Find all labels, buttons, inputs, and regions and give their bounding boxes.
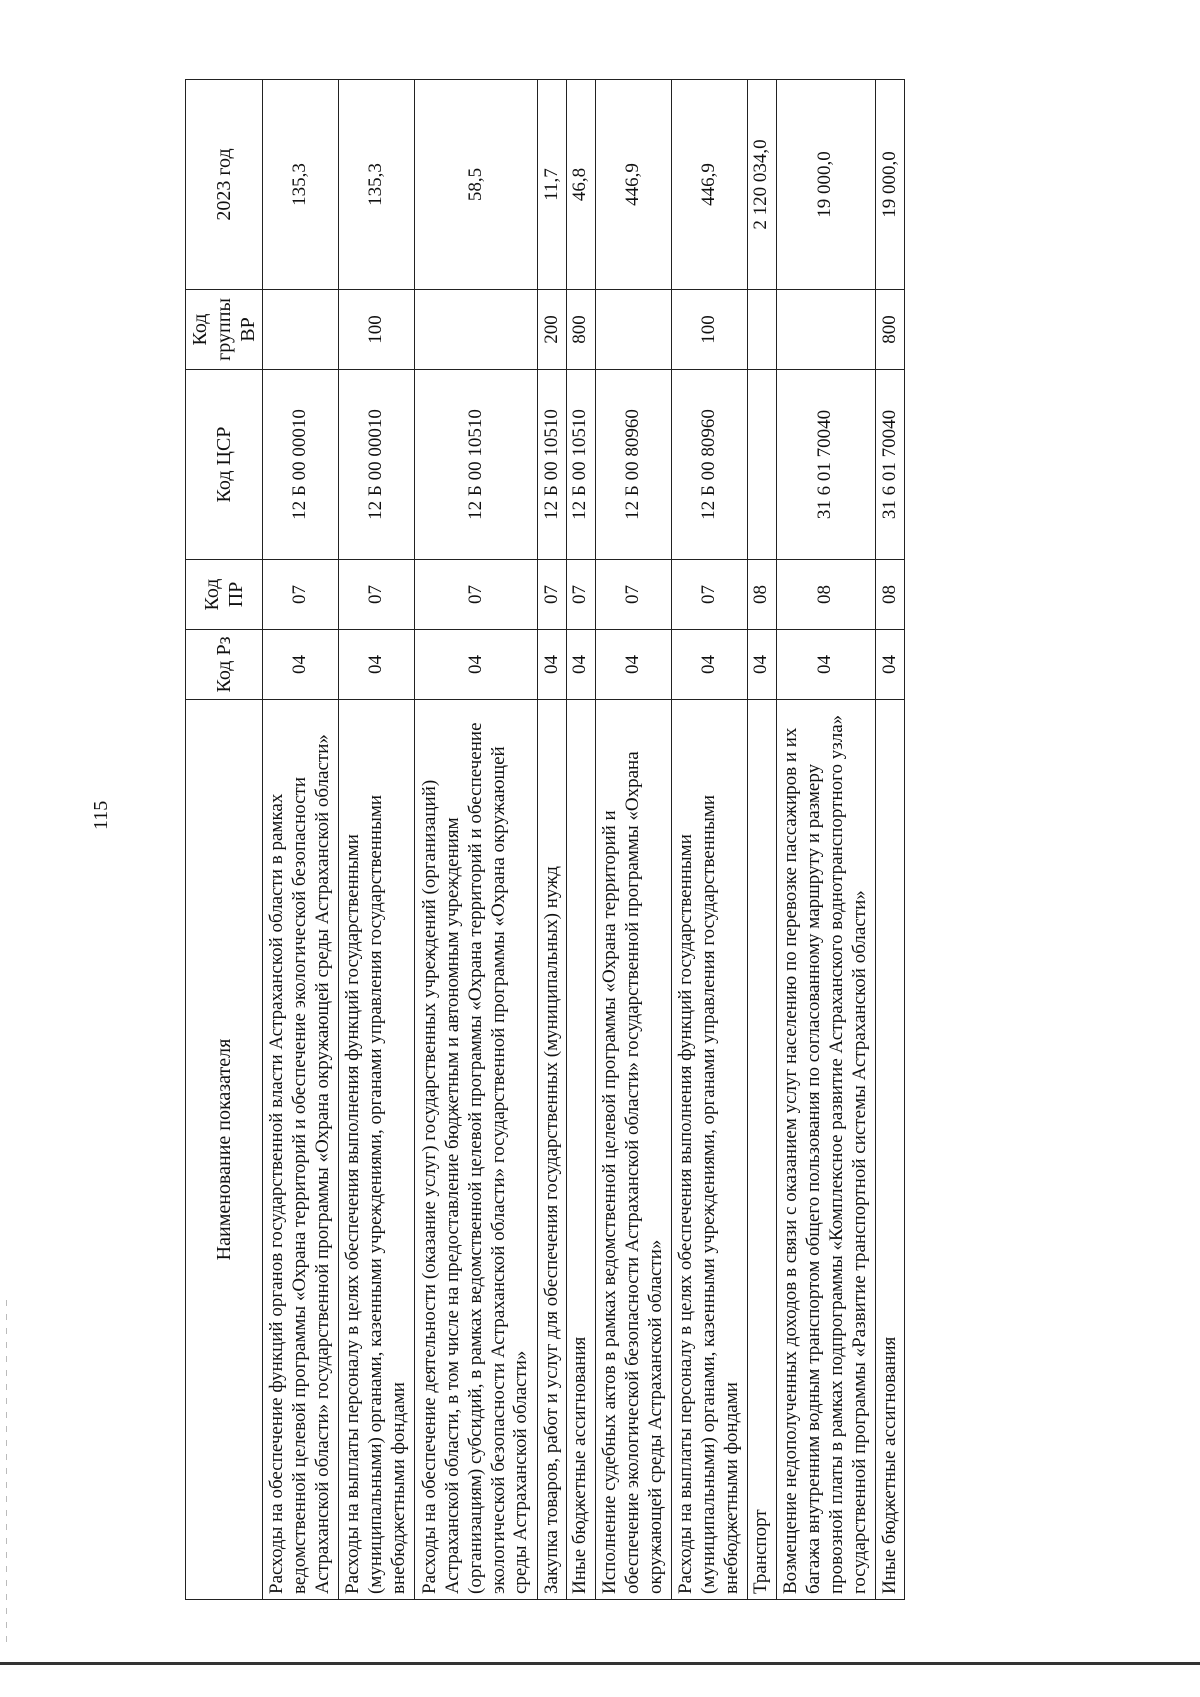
row-csr: 12 Б 00 10510 xyxy=(415,370,538,560)
row-csr: 12 Б 00 10510 xyxy=(567,370,596,560)
row-name: Транспорт xyxy=(747,700,776,1600)
row-csr: 12 Б 00 80960 xyxy=(671,370,747,560)
row-amount: 135,3 xyxy=(263,80,339,290)
row-name: Расходы на выплаты персоналу в целях обеспечения выполнения функций государственными (муниципальными) органами, казенными учреждениями, органами управления государственными внебюджетными фондами xyxy=(671,700,747,1600)
row-rz: 04 xyxy=(595,630,671,700)
row-rz: 04 xyxy=(671,630,747,700)
page-number: 115 xyxy=(90,800,112,830)
row-name: Иные бюджетные ассигнования xyxy=(876,700,905,1600)
row-pr: 08 xyxy=(747,560,776,630)
row-pr: 07 xyxy=(263,560,339,630)
table-row xyxy=(776,80,876,1600)
table-row xyxy=(538,80,567,1600)
row-name: Расходы на обеспечение деятельности (оказание услуг) государственных учреждений (организаций) Астраханской области, в том числе на предоставление бюджетным и автономным учреждениям (организациям) субсидий, в рамках ведомственной целевой программы «Охрана территорий и обеспечение экологической безопасности Астраханской области» государственной программы «Охрана окружающей среды Астраханской области» xyxy=(415,700,538,1600)
row-pr: 08 xyxy=(776,560,876,630)
row-rz: 04 xyxy=(876,630,905,700)
row-rz: 04 xyxy=(776,630,876,700)
row-csr: 12 Б 00 00010 xyxy=(339,370,415,560)
table-row xyxy=(671,80,747,1600)
row-pr: 07 xyxy=(567,560,596,630)
header-vr: Код группы ВР xyxy=(186,290,263,370)
budget-table xyxy=(185,79,905,1600)
row-amount: 135,3 xyxy=(339,80,415,290)
row-pr: 07 xyxy=(595,560,671,630)
row-csr: 31 6 01 70040 xyxy=(876,370,905,560)
row-name: Иные бюджетные ассигнования xyxy=(567,700,596,1600)
row-csr: 12 Б 00 80960 xyxy=(595,370,671,560)
row-rz: 04 xyxy=(567,630,596,700)
row-rz: 04 xyxy=(747,630,776,700)
row-pr: 07 xyxy=(415,560,538,630)
row-amount: 58,5 xyxy=(415,80,538,290)
header-csr: Код ЦСР xyxy=(186,370,263,560)
row-vr xyxy=(776,290,876,370)
scan-edge-artifact xyxy=(6,1300,7,1650)
row-rz: 04 xyxy=(538,630,567,700)
row-csr: 31 6 01 70040 xyxy=(776,370,876,560)
row-amount: 19 000,0 xyxy=(776,80,876,290)
table-header-row xyxy=(186,80,263,1600)
row-rz: 04 xyxy=(415,630,538,700)
row-vr: 100 xyxy=(339,290,415,370)
row-csr: 12 Б 00 00010 xyxy=(263,370,339,560)
header-name: Наименование показателя xyxy=(186,700,263,1600)
row-vr: 200 xyxy=(538,290,567,370)
row-vr: 100 xyxy=(671,290,747,370)
row-amount: 446,9 xyxy=(671,80,747,290)
row-name: Закупка товаров, работ и услуг для обеспечения государственных (муниципальных) нужд xyxy=(538,700,567,1600)
table-row xyxy=(415,80,538,1600)
row-vr xyxy=(263,290,339,370)
table-row xyxy=(595,80,671,1600)
row-amount: 2 120 034,0 xyxy=(747,80,776,290)
row-pr: 07 xyxy=(538,560,567,630)
row-vr: 800 xyxy=(876,290,905,370)
row-amount: 11,7 xyxy=(538,80,567,290)
scan-bottom-line xyxy=(0,1662,1200,1665)
header-year: 2023 год xyxy=(186,80,263,290)
row-pr: 07 xyxy=(339,560,415,630)
row-csr xyxy=(747,370,776,560)
table-row xyxy=(567,80,596,1600)
rotated-table-container xyxy=(185,80,905,1600)
table-row xyxy=(263,80,339,1600)
row-name: Исполнение судебных актов в рамках ведомственной целевой программы «Охрана территорий и обеспечение экологической безопасности Астраханской области» государственной программы «Охрана окружающей среды Астраханской области» xyxy=(595,700,671,1600)
row-amount: 446,9 xyxy=(595,80,671,290)
row-vr xyxy=(747,290,776,370)
row-name: Расходы на обеспечение функций органов государственной власти Астраханской области в рамках ведомственной целевой программы «Охрана территорий и обеспечение экологической безопасности Астраханской области» государственной программы «Охрана окружающей среды Астраханской области» xyxy=(263,700,339,1600)
row-vr xyxy=(595,290,671,370)
row-rz: 04 xyxy=(263,630,339,700)
row-name: Расходы на выплаты персоналу в целях обеспечения выполнения функций государственными (муниципальными) органами, казенными учреждениями, органами управления государственными внебюджетными фондами xyxy=(339,700,415,1600)
table-row xyxy=(747,80,776,1600)
row-amount: 19 000,0 xyxy=(876,80,905,290)
row-rz: 04 xyxy=(339,630,415,700)
row-pr: 07 xyxy=(671,560,747,630)
row-pr: 08 xyxy=(876,560,905,630)
row-vr xyxy=(415,290,538,370)
row-vr: 800 xyxy=(567,290,596,370)
table-row xyxy=(876,80,905,1600)
header-pr: Код ПР xyxy=(186,560,263,630)
row-amount: 46,8 xyxy=(567,80,596,290)
row-csr: 12 Б 00 10510 xyxy=(538,370,567,560)
header-rz: Код Рз xyxy=(186,630,263,700)
table-row xyxy=(339,80,415,1600)
row-name: Возмещение недополученных доходов в связи с оказанием услуг населению по перевозке пассажиров и их багажа внутренним водным транспортом общего пользования по согласованному маршруту и размеру провозной платы в рамках подпрограммы «Комплексное развитие Астраханского воднотранспортного узла» государственной программы «Развитие транспортной системы Астраханской области» xyxy=(776,700,876,1600)
